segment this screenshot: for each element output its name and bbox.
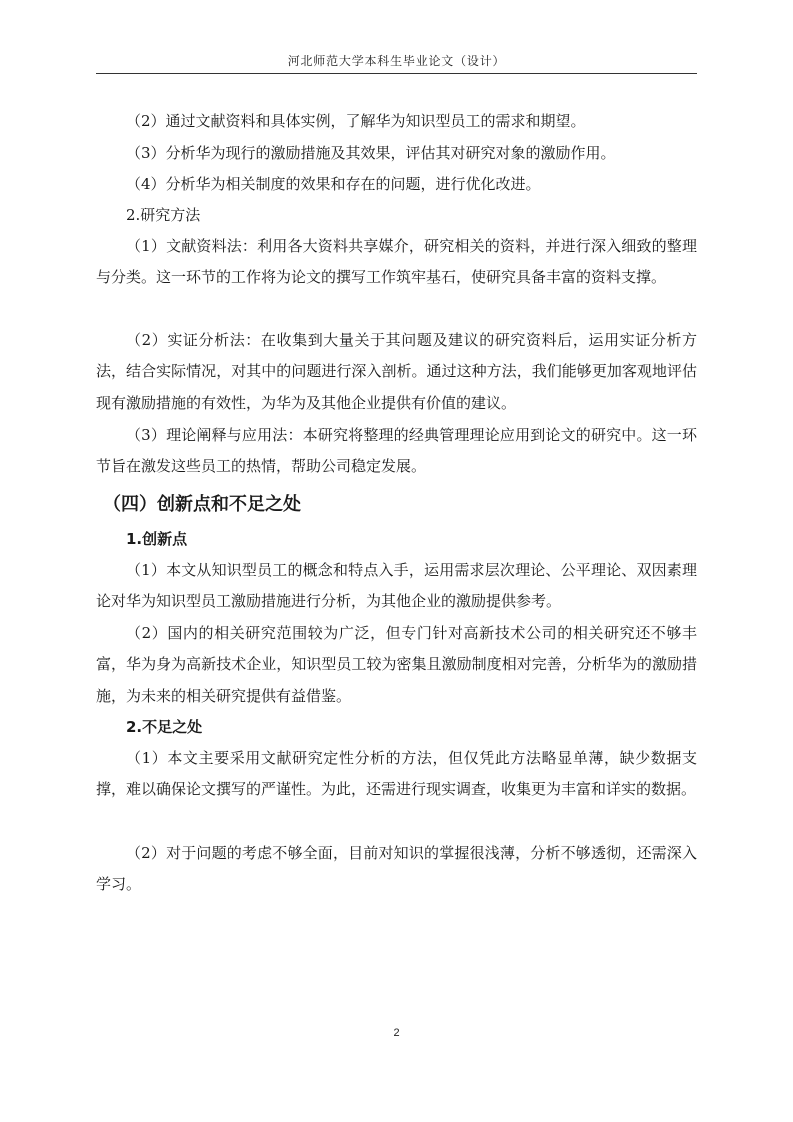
section-heading-innovation: （四）创新点和不足之处 xyxy=(103,494,301,515)
subheading-research-methods: 2.研究方法 xyxy=(126,206,201,224)
paragraph-theory-method: （3）理论阐释与应用法：本研究将整理的经典管理理论应用到论文的研究中。这一环节旨在激发这些员工的热情，帮助公司稳定发展。 xyxy=(96,426,697,476)
paragraph-aim-3: （3）分析华为现行的激励措施及其效果，评估其对研究对象的激励作用。 xyxy=(126,144,616,162)
paragraph-aim-2: （2）通过文献资料和具体实例，了解华为知识型员工的需求和期望。 xyxy=(126,112,586,130)
page-number: 2 xyxy=(393,1027,400,1039)
paragraph-aim-4: （4）分析华为相关制度的效果和存在的问题，进行优化改进。 xyxy=(126,175,541,193)
paragraph-innovation-1: （1）本文从知识型员工的概念和特点入手，运用需求层次理论、公平理论、双因素理论对华为知识型员工激励措施进行分析，为其他企业的激励提供参考。 xyxy=(96,561,697,611)
paragraph-innovation-2: （2）国内的相关研究范围较为广泛，但专门针对高新技术公司的相关研究还不够丰富，华为身为高新技术企业，知识型员工较为密集且激励制度相对完善，分析华为的激励措施，为未来的相关研究提供有益借鉴。 xyxy=(96,624,697,705)
paragraph-shortcoming-1: （1）本文主要采用文献研究定性分析的方法，但仅凭此方法略显单薄，缺少数据支撑，难以确保论文撰写的严谨性。为此，还需进行现实调查，收集更为丰富和详实的数据。 xyxy=(96,749,697,799)
paragraph-empirical-method: （2）实证分析法：在收集到大量关于其问题及建议的研究资料后，运用实证分析方法，结合实际情况，对其中的问题进行深入剖析。通过这种方法，我们能够更加客观地评估现有激励措施的有效性，为华为及其他企业提供有价值的建议。 xyxy=(96,331,697,412)
paragraph-literature-method: （1）文献资料法：利用各大资料共享媒介，研究相关的资料，并进行深入细致的整理与分类。这一环节的工作将为论文的撰写工作筑牢基石，使研究具备丰富的资料支撑。 xyxy=(96,237,697,287)
paragraph-shortcoming-2: （2）对于问题的考虑不够全面，目前对知识的掌握很浅薄，分析不够透彻，还需深入学习。 xyxy=(96,844,697,894)
header-rule xyxy=(96,73,697,74)
subheading-innovation: 1.创新点 xyxy=(126,530,188,548)
page-header: 河北师范大学本科生毕业论文（设计） xyxy=(287,54,506,68)
subheading-shortcomings: 2.不足之处 xyxy=(126,718,203,736)
